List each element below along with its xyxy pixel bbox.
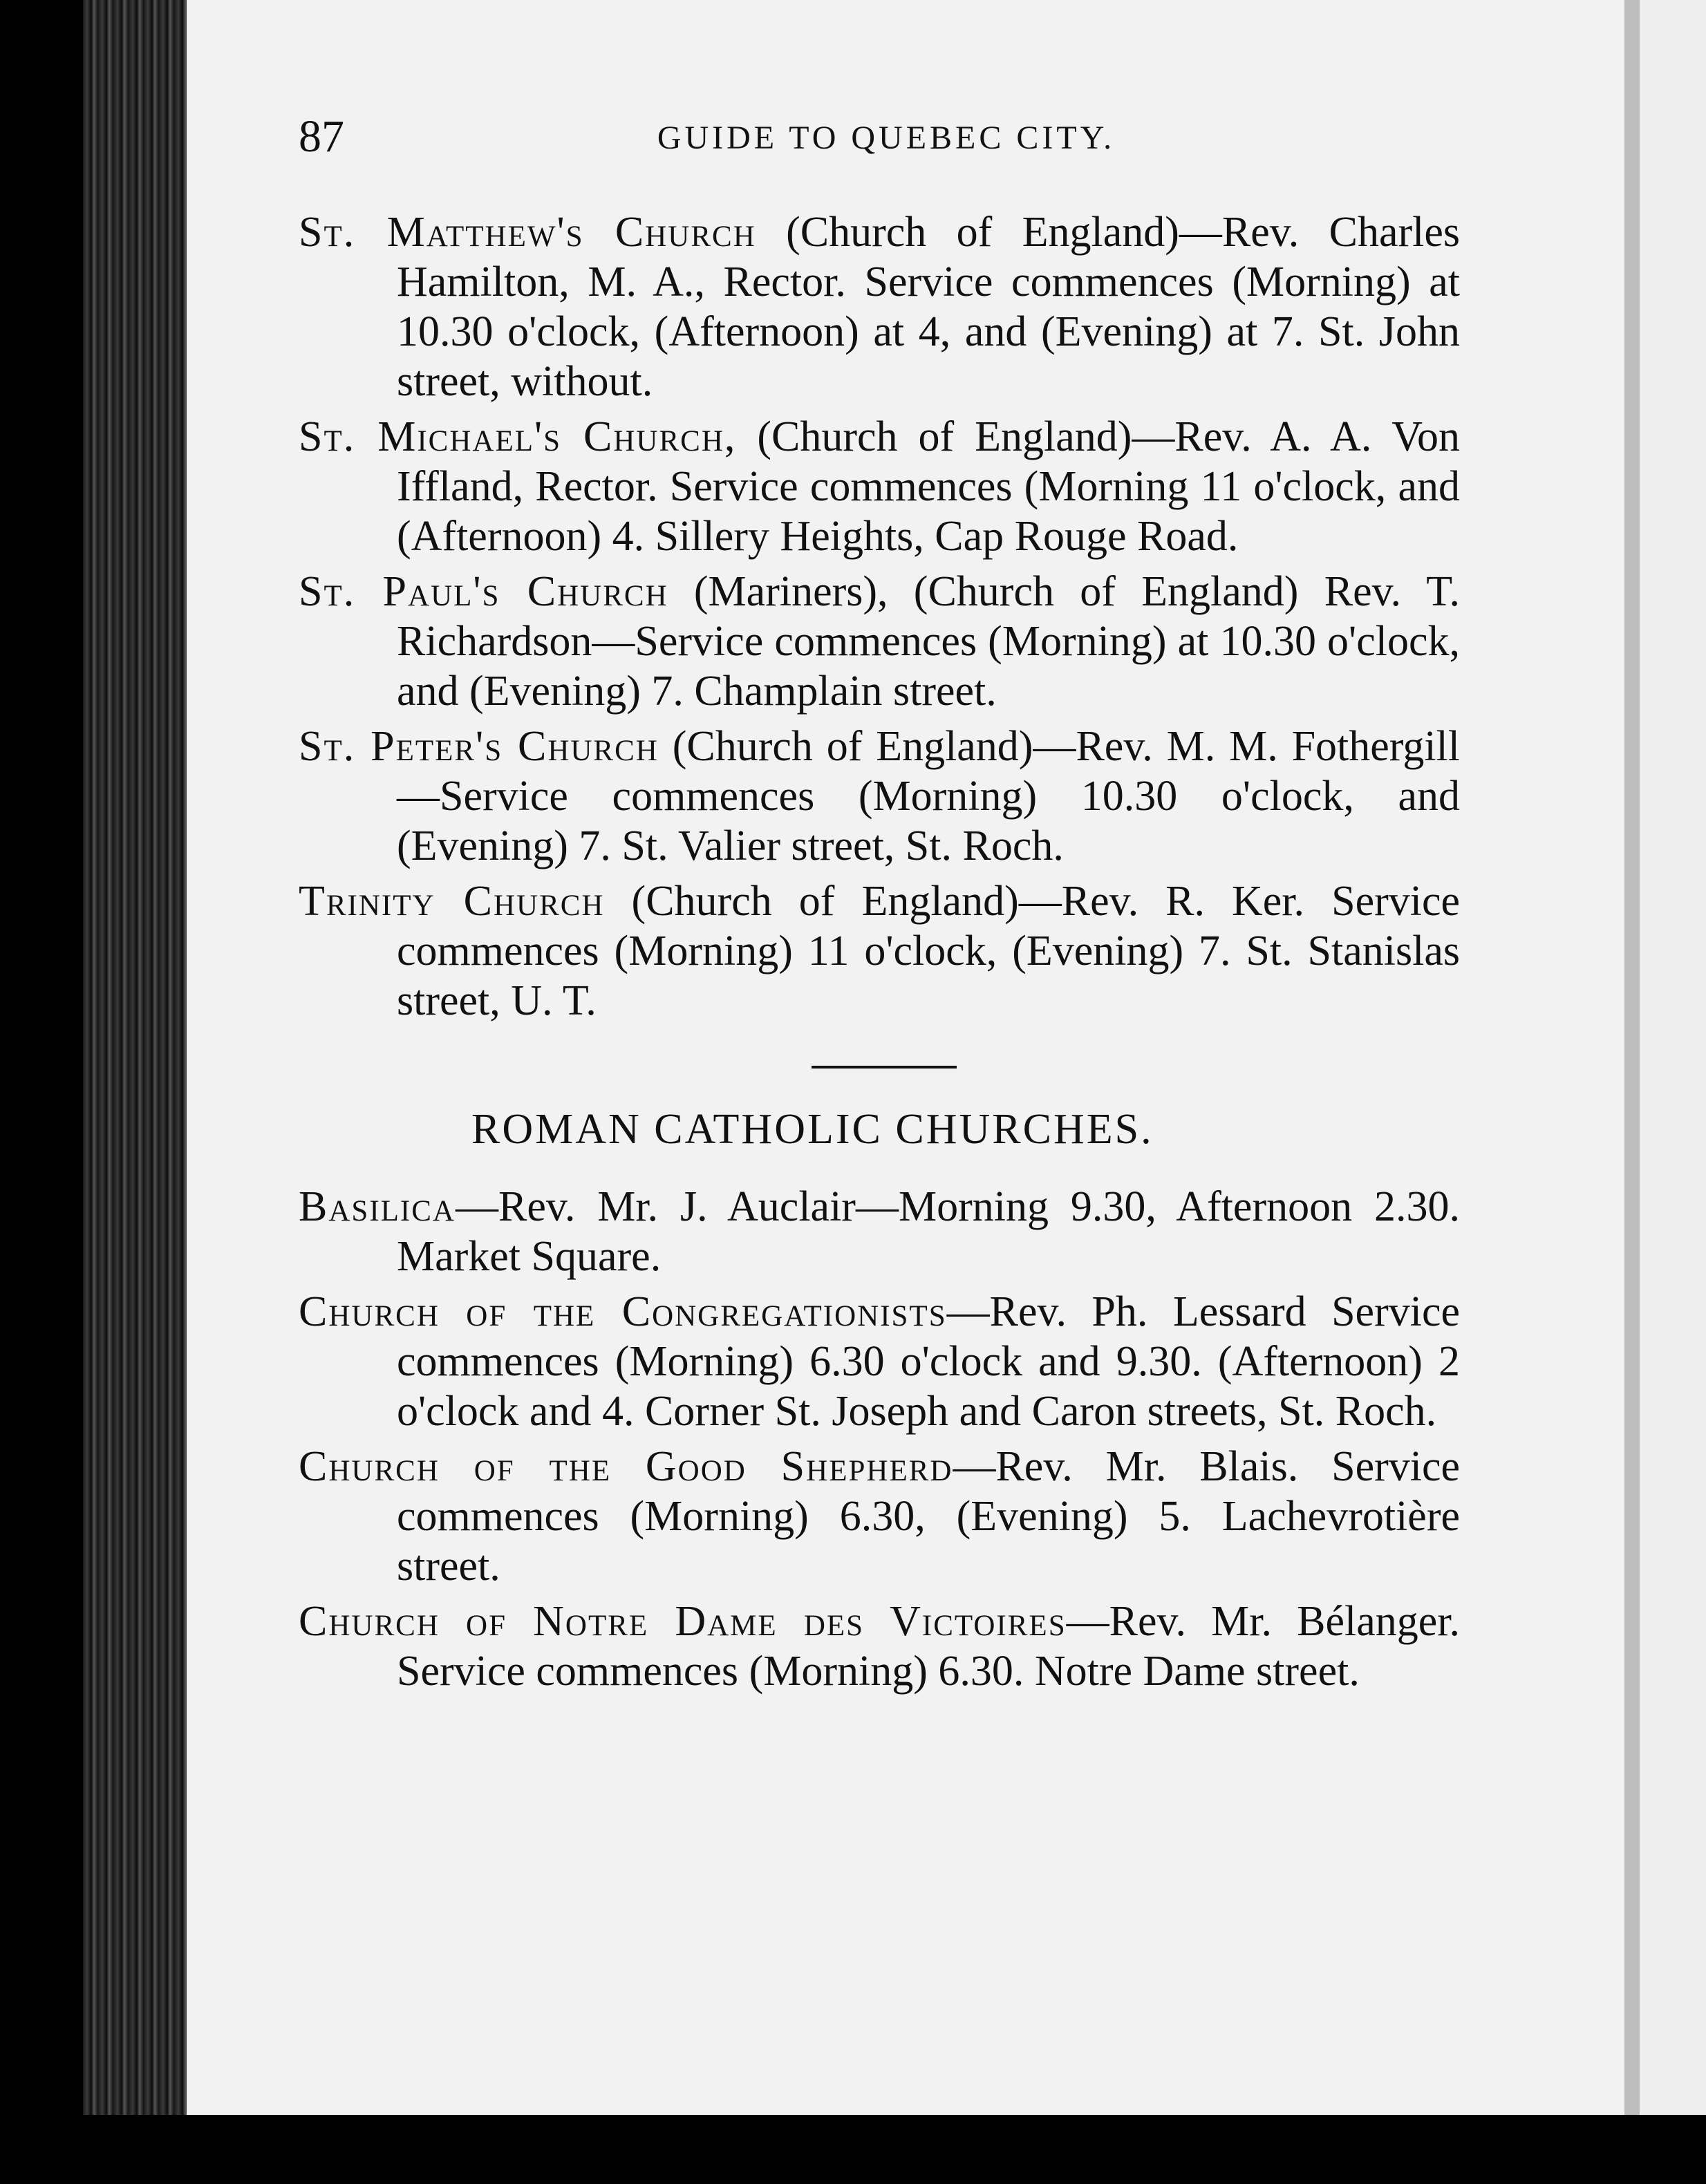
page-content	[299, 207, 1460, 1702]
church-entry	[299, 207, 1460, 406]
church-details: —Rev. Mr. Blais. Service commences (Morning) 6.30, (Evening) 5. Lachevrotière street.	[397, 1443, 1460, 1590]
church-entry	[299, 722, 1460, 871]
church-name: St. Michael's Church,	[299, 413, 737, 460]
church-details: —Rev. Mr. Bélanger. Service commences (Morning) 6.30. Notre Dame street.	[397, 1598, 1461, 1695]
church-name: Trinity Church	[299, 878, 605, 925]
church-name: St. Peter's Church	[299, 723, 659, 770]
church-entry	[299, 567, 1460, 716]
section-heading: ROMAN CATHOLIC CHURCHES.	[471, 1106, 1154, 1153]
church-entry	[299, 1597, 1460, 1696]
church-details: (Church of England)—Rev. M. M. Fothergill—Service commences (Morning) 10.30 o'clock, and (Evening) 7. St. Valier street, St. Roch.	[397, 723, 1461, 869]
church-entry	[299, 1287, 1460, 1436]
church-entry	[299, 876, 1460, 1026]
church-name: Church of the Good Shepherd	[299, 1443, 953, 1490]
book-edge	[83, 0, 187, 2115]
facing-page-edge	[1640, 0, 1706, 2115]
scan-border	[0, 2115, 1706, 2184]
section-divider	[812, 1066, 957, 1069]
church-details: —Rev. Ph. Lessard Service commences (Morning) 6.30 o'clock and 9.30. (Afternoon) 2 o'clock and 4. Corner St. Joseph and Caron streets, St. Roch.	[397, 1288, 1460, 1435]
church-name: Church of Notre Dame des Victoires	[299, 1598, 1067, 1645]
church-details: (Church of England)—Rev. Charles Hamilton, M. A., Rector. Service commences (Morning) at 10.30 o'clock, (Afternoon) at 4, and (Evening) at 7. St. John street, without.	[397, 209, 1461, 405]
page-number: 87	[299, 111, 344, 162]
church-entry	[299, 1442, 1460, 1591]
church-name: St. Paul's Church	[299, 568, 668, 615]
running-title: GUIDE TO QUEBEC CITY.	[657, 120, 1116, 156]
church-entry	[299, 1182, 1460, 1281]
page-header	[299, 111, 1474, 173]
church-details: —Rev. Mr. J. Auclair—Morning 9.30, Afternoon 2.30. Market Square.	[397, 1183, 1460, 1280]
page-gutter	[1624, 0, 1640, 2115]
church-entry	[299, 412, 1460, 561]
church-name: Basilica	[299, 1183, 456, 1230]
church-name: St. Matthew's Church	[299, 209, 756, 256]
church-details: (Church of England)—Rev. A. A. Von Iffland, Rector. Service commences (Morning 11 o'clock, and (Afternoon) 4. Sillery Heights, Cap Rouge Road.	[397, 413, 1460, 560]
church-name: Church of the Congregationists	[299, 1288, 947, 1335]
church-details: (Mariners), (Church of England) Rev. T. Richardson—Service commences (Morning) at 10.30 o'clock, and (Evening) 7. Champlain street.	[397, 568, 1460, 715]
church-details: (Church of England)—Rev. R. Ker. Service commences (Morning) 11 o'clock, (Evening) 7. St. Stanislas street, U. T.	[397, 878, 1460, 1024]
